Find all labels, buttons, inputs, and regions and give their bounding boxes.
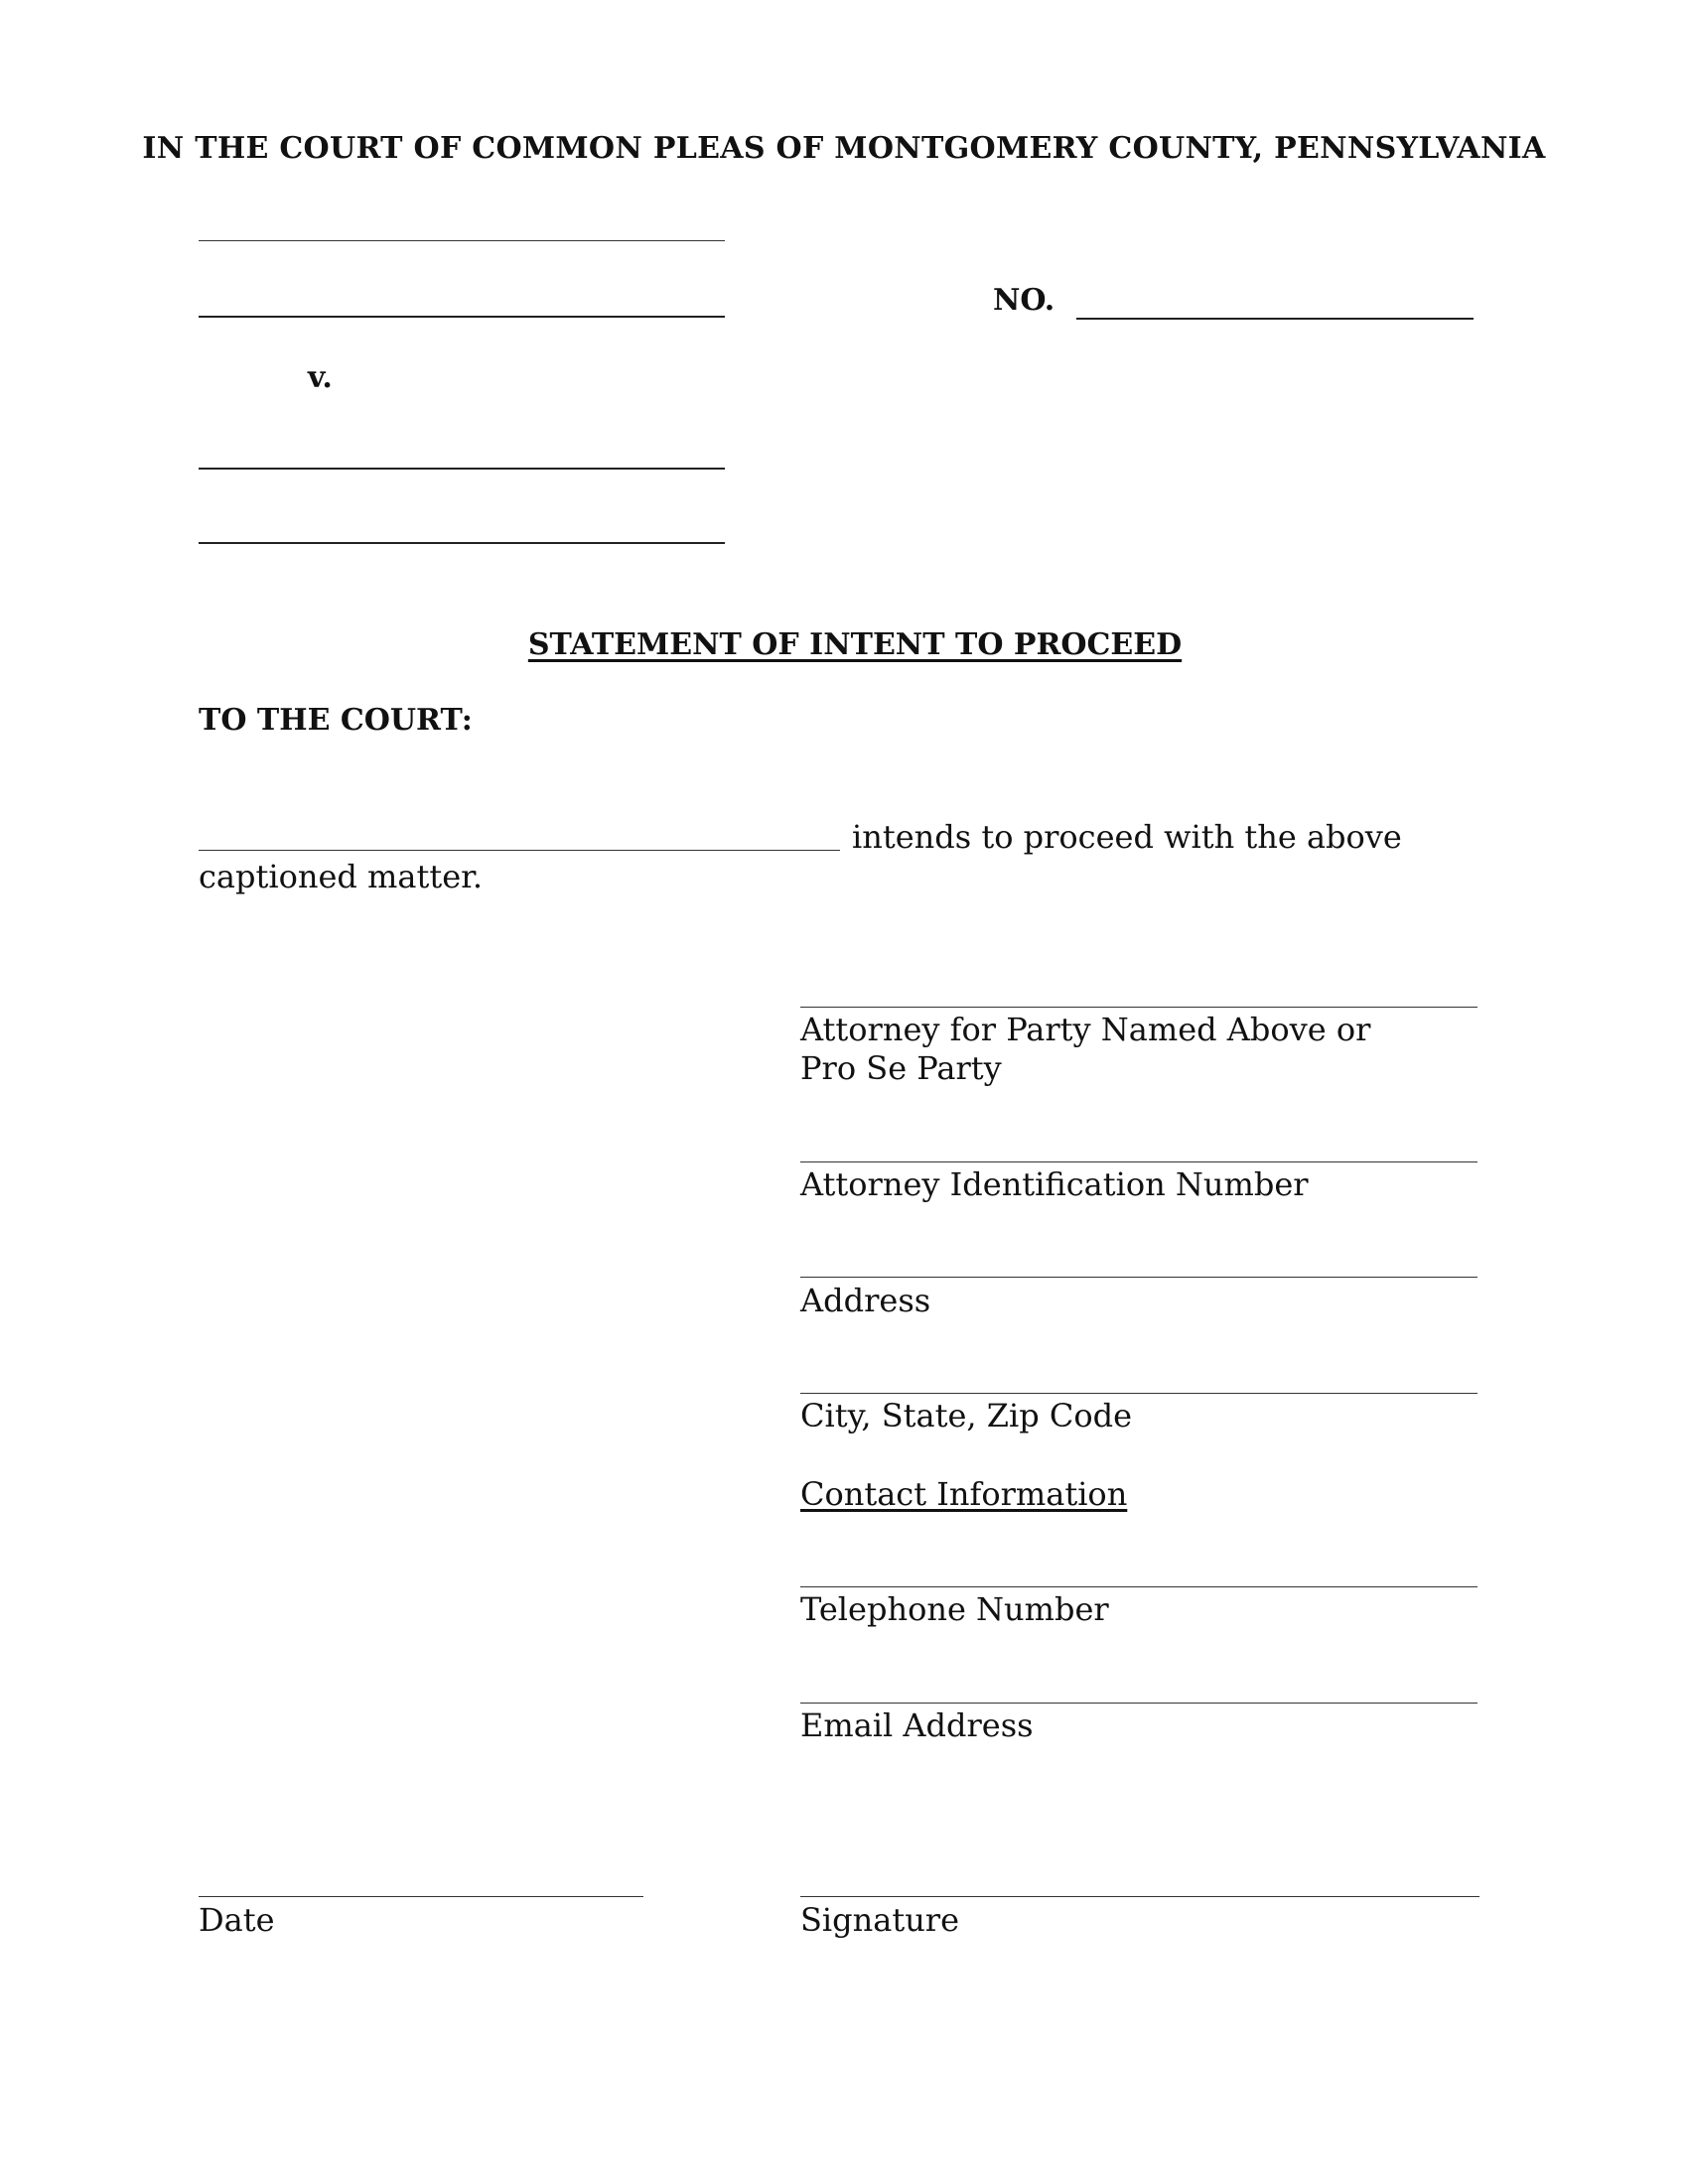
email-line[interactable] [800, 1703, 1477, 1704]
case-number-line[interactable] [1076, 318, 1474, 320]
attorney-id-label: Attorney Identification Number [800, 1165, 1309, 1203]
address-label: Address [800, 1282, 931, 1319]
salutation: TO THE COURT: [199, 703, 473, 738]
email-label: Email Address [800, 1706, 1034, 1744]
attorney-id-line[interactable] [800, 1161, 1477, 1162]
case-number-label: NO. [993, 283, 1055, 318]
telephone-label: Telephone Number [800, 1590, 1109, 1628]
date-label: Date [199, 1901, 275, 1939]
document-title: STATEMENT OF INTENT TO PROCEED [527, 627, 1183, 662]
telephone-line[interactable] [800, 1586, 1477, 1587]
city-state-zip-line[interactable] [800, 1393, 1477, 1394]
attorney-label-line2: Pro Se Party [800, 1049, 1002, 1087]
defendant-line-1[interactable] [199, 468, 725, 470]
plaintiff-line-1[interactable] [199, 240, 725, 241]
court-header: IN THE COURT OF COMMON PLEAS OF MONTGOMERY COUNTY, PENNSYLVANIA [142, 131, 1546, 166]
captioned-text: captioned matter. [199, 858, 484, 895]
party-name-line[interactable] [199, 850, 840, 851]
plaintiff-line-2[interactable] [199, 316, 725, 318]
signature-label: Signature [800, 1901, 960, 1939]
address-line[interactable] [800, 1277, 1477, 1278]
versus-label: v. [308, 360, 333, 395]
signature-line[interactable] [800, 1896, 1479, 1897]
intends-text: intends to proceed with the above [852, 818, 1402, 856]
date-line[interactable] [199, 1896, 643, 1897]
city-state-zip-label: City, State, Zip Code [800, 1397, 1133, 1434]
defendant-line-2[interactable] [199, 542, 725, 544]
attorney-line[interactable] [800, 1007, 1477, 1008]
contact-information-heading: Contact Information [800, 1475, 1128, 1513]
attorney-label-line1: Attorney for Party Named Above or [800, 1011, 1371, 1048]
